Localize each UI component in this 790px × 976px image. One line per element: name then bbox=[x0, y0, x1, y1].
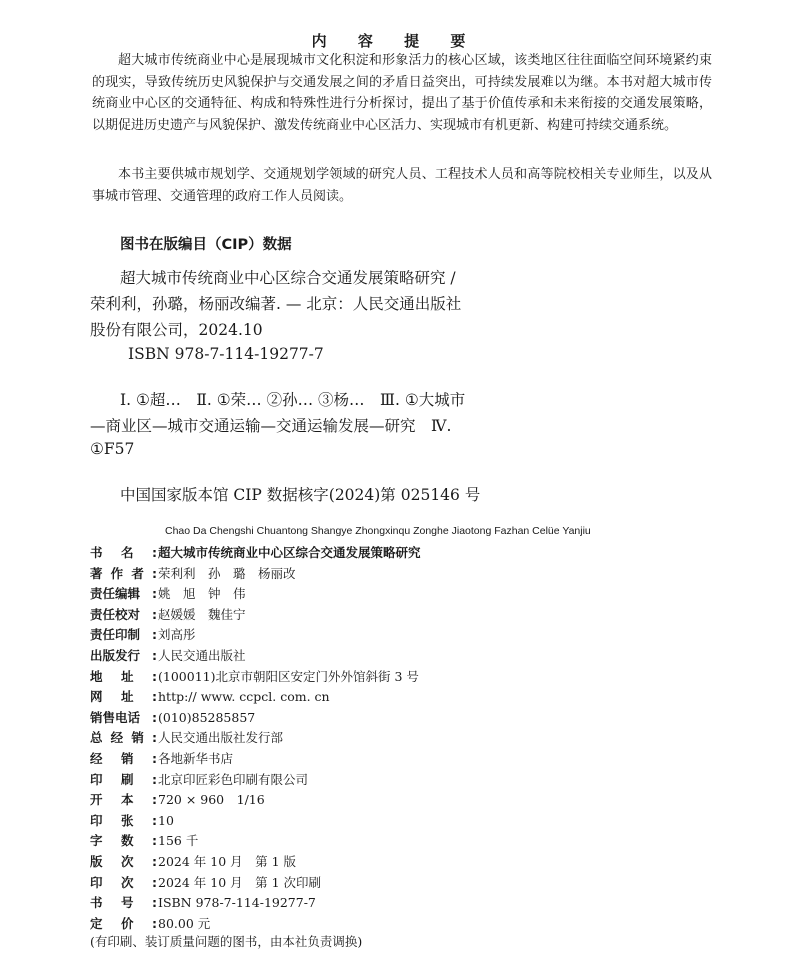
colophon-label bbox=[90, 687, 158, 707]
colophon-row bbox=[90, 811, 174, 831]
colophon-value: 荣利利 孙 璐 杨丽改 bbox=[158, 565, 296, 581]
colophon-label-text: 印 bbox=[90, 874, 103, 890]
colophon-label bbox=[90, 790, 158, 810]
colophon-label-colon: : bbox=[152, 812, 157, 828]
colophon-label bbox=[90, 770, 158, 790]
colophon-label-colon: : bbox=[152, 545, 157, 560]
colophon-value: 80.00 元 bbox=[158, 915, 211, 931]
colophon-label-colon: : bbox=[152, 689, 157, 705]
colophon-row bbox=[90, 852, 296, 872]
colophon-label-text: 版 bbox=[90, 854, 103, 869]
colophon-label-text: 销售电话 bbox=[90, 709, 141, 725]
colophon-label-text: 书 bbox=[90, 895, 103, 911]
colophon-label-text: 责任印制 bbox=[90, 627, 141, 643]
colophon-value: 2024 年 10 月 第 1 次印刷 bbox=[158, 874, 322, 890]
colophon-label bbox=[90, 728, 158, 748]
colophon-row bbox=[90, 625, 196, 645]
colophon-label-text: 销 bbox=[131, 730, 144, 746]
colophon-label-colon: : bbox=[152, 668, 157, 684]
colophon-label bbox=[90, 543, 158, 563]
colophon-label-text: 网 bbox=[90, 689, 103, 705]
quality-note: (有印刷、装订质量问题的图书，由本社负责调换) bbox=[90, 934, 363, 949]
colophon-label bbox=[90, 584, 158, 604]
colophon-label-text: 著 bbox=[90, 565, 103, 581]
colophon-row bbox=[90, 708, 255, 728]
colophon-label bbox=[90, 811, 158, 831]
colophon-label-text: 开 bbox=[90, 792, 103, 808]
colophon-label-colon: : bbox=[151, 565, 157, 581]
colophon-label bbox=[90, 873, 158, 893]
colophon-row bbox=[90, 873, 321, 893]
colophon-label-text: 址 bbox=[121, 689, 134, 705]
colophon-row bbox=[90, 584, 246, 604]
summary-paragraph-1: 超大城市传统商业中心是展现城市文化积淀和形象活力的核心区域，该类地区往往面临空间环境紧约束的现实，导致传统历史风貌保护与交通发展之间的矛盾日益突出，可持续发展难以为继。本书对超大城市传统商业中心区的交通特征、构成和特殊性进行分析探讨，提出了基于价值传承和未来衔接的交通发展策略，以期促进历史遗产与风貌保护、激发传统商业中心区活力、实现城市有机更新、构建可持续交通系统。 bbox=[92, 53, 712, 133]
colophon-label-text: 字 bbox=[90, 833, 103, 849]
colophon-label bbox=[90, 625, 158, 645]
colophon-label bbox=[90, 646, 158, 666]
colophon-label-colon: : bbox=[152, 606, 157, 622]
colophon-row bbox=[90, 770, 308, 790]
colophon-label-text: 出版发行 bbox=[90, 648, 141, 663]
colophon-label-colon: : bbox=[152, 709, 157, 725]
cip-line-classification-1: Ⅰ. ①超… Ⅱ. ①荣… ②孙… ③杨… Ⅲ. ①大城市 bbox=[120, 391, 466, 409]
colophon-value: ISBN 978-7-114-19277-7 bbox=[158, 895, 316, 911]
colophon-label-colon: : bbox=[151, 730, 157, 746]
colophon-label-text: 印 bbox=[90, 771, 103, 787]
colophon-label-text: 数 bbox=[121, 833, 134, 849]
colophon-label-colon: : bbox=[152, 854, 157, 869]
colophon-label-text: 总 bbox=[90, 730, 103, 746]
colophon-value: 姚 旭 钟 伟 bbox=[158, 586, 246, 602]
colophon-value: 赵媛媛 魏佳宁 bbox=[158, 606, 246, 622]
colophon-label bbox=[90, 852, 158, 872]
colophon-label-text: 印 bbox=[90, 812, 103, 828]
colophon-label-text: 经 bbox=[90, 751, 103, 766]
colophon-row bbox=[90, 831, 198, 851]
colophon-label-text: 地 bbox=[90, 668, 103, 684]
cip-line-classification-3: ①F57 bbox=[90, 440, 135, 458]
colophon-row bbox=[90, 914, 210, 934]
colophon-label-colon: : bbox=[152, 751, 157, 766]
colophon-label-text: 名 bbox=[121, 545, 134, 560]
colophon-label-text: 址 bbox=[121, 668, 134, 684]
cip-line-authors: 荣利利，孙璐，杨丽改编著. — 北京：人民交通出版社 bbox=[90, 295, 462, 313]
colophon-value: (100011)北京市朝阳区安定门外外馆斜街 3 号 bbox=[158, 668, 419, 684]
cip-line-classification-2: —商业区—城市交通运输—交通运输发展—研究 Ⅳ. bbox=[90, 417, 452, 435]
summary-heading: 内 容 提 要 bbox=[311, 32, 479, 50]
colophon-row bbox=[90, 646, 246, 666]
title-pinyin: Chao Da Chengshi Chuantong Shangye Zhongxinqu Zonghe Jiaotong Fazhan Celüe Yanjiu bbox=[165, 525, 591, 537]
cip-line-title: 超大城市传统商业中心区综合交通发展策略研究 / bbox=[120, 269, 456, 287]
colophon-row bbox=[90, 728, 283, 748]
colophon-label-colon: : bbox=[152, 895, 157, 911]
colophon-value: 刘高彤 bbox=[158, 627, 196, 643]
colophon-label-text: 作 bbox=[110, 565, 124, 581]
cip-line-publisher: 股份有限公司，2024.10 bbox=[90, 321, 263, 339]
colophon-label-text: 经 bbox=[110, 730, 124, 746]
colophon-label-text: 销 bbox=[121, 751, 134, 766]
colophon-value: 10 bbox=[158, 812, 174, 828]
colophon-value: 各地新华书店 bbox=[158, 751, 234, 766]
colophon-label-text: 张 bbox=[121, 812, 134, 828]
colophon-label-text: 本 bbox=[121, 792, 134, 808]
colophon-label-colon: : bbox=[152, 627, 157, 643]
colophon-value: 720 × 960 1/16 bbox=[158, 792, 265, 808]
colophon-label-text: 价 bbox=[121, 915, 134, 931]
colophon-value: 人民交通出版社 bbox=[158, 648, 246, 663]
colophon-value: http:// www. ccpcl. com. cn bbox=[158, 689, 330, 705]
colophon-label-text: 次 bbox=[121, 854, 134, 869]
summary-paragraph-2: 本书主要供城市规划学、交通规划学领域的研究人员、工程技术人员和高等院校相关专业师生，以及从事城市管理、交通管理的政府工作人员阅读。 bbox=[92, 167, 712, 204]
colophon-label bbox=[90, 667, 158, 687]
colophon-value: 人民交通出版社发行部 bbox=[158, 730, 284, 746]
colophon-label-text: 号 bbox=[121, 895, 134, 911]
colophon-label-colon: : bbox=[152, 648, 157, 663]
colophon-row bbox=[90, 667, 419, 687]
colophon-label-colon: : bbox=[152, 874, 157, 890]
colophon-label bbox=[90, 605, 158, 625]
colophon-value: 156 千 bbox=[158, 833, 199, 849]
colophon-label-text: 书 bbox=[90, 545, 103, 560]
colophon-label-text: 刷 bbox=[121, 771, 134, 787]
colophon-value: 超大城市传统商业中心区综合交通发展策略研究 bbox=[158, 545, 421, 560]
colophon-label-colon: : bbox=[152, 771, 157, 787]
colophon-value: (010)85285857 bbox=[158, 709, 256, 725]
cip-line-record-number: 中国国家版本馆 CIP 数据核字(2024)第 025146 号 bbox=[120, 486, 481, 504]
colophon-label bbox=[90, 708, 158, 728]
colophon-row bbox=[90, 543, 421, 563]
colophon-label bbox=[90, 914, 158, 934]
colophon-label-text: 责任编辑 bbox=[90, 586, 141, 602]
colophon-value: 2024 年 10 月 第 1 版 bbox=[158, 854, 297, 869]
colophon-label-colon: : bbox=[152, 792, 157, 808]
colophon-label-text: 责任校对 bbox=[90, 606, 141, 622]
colophon-label-colon: : bbox=[152, 833, 157, 849]
cip-heading: 图书在版编目（CIP）数据 bbox=[120, 237, 292, 253]
colophon-label-text: 定 bbox=[90, 915, 103, 931]
colophon-row bbox=[90, 687, 330, 707]
colophon-value: 北京印匠彩色印刷有限公司 bbox=[158, 771, 309, 787]
colophon-label bbox=[90, 893, 158, 913]
colophon-label bbox=[90, 749, 158, 769]
colophon-label bbox=[90, 831, 158, 851]
colophon-row bbox=[90, 564, 296, 584]
colophon-row bbox=[90, 790, 265, 810]
colophon-label-colon: : bbox=[152, 915, 157, 931]
colophon-row bbox=[90, 893, 316, 913]
colophon-row bbox=[90, 605, 246, 625]
colophon-row bbox=[90, 749, 233, 769]
colophon-label-text: 次 bbox=[121, 874, 134, 890]
cip-line-isbn: ISBN 978-7-114-19277-7 bbox=[128, 345, 324, 363]
colophon-label bbox=[90, 564, 158, 584]
colophon-label-colon: : bbox=[152, 586, 157, 602]
colophon-label-text: 者 bbox=[131, 565, 144, 581]
